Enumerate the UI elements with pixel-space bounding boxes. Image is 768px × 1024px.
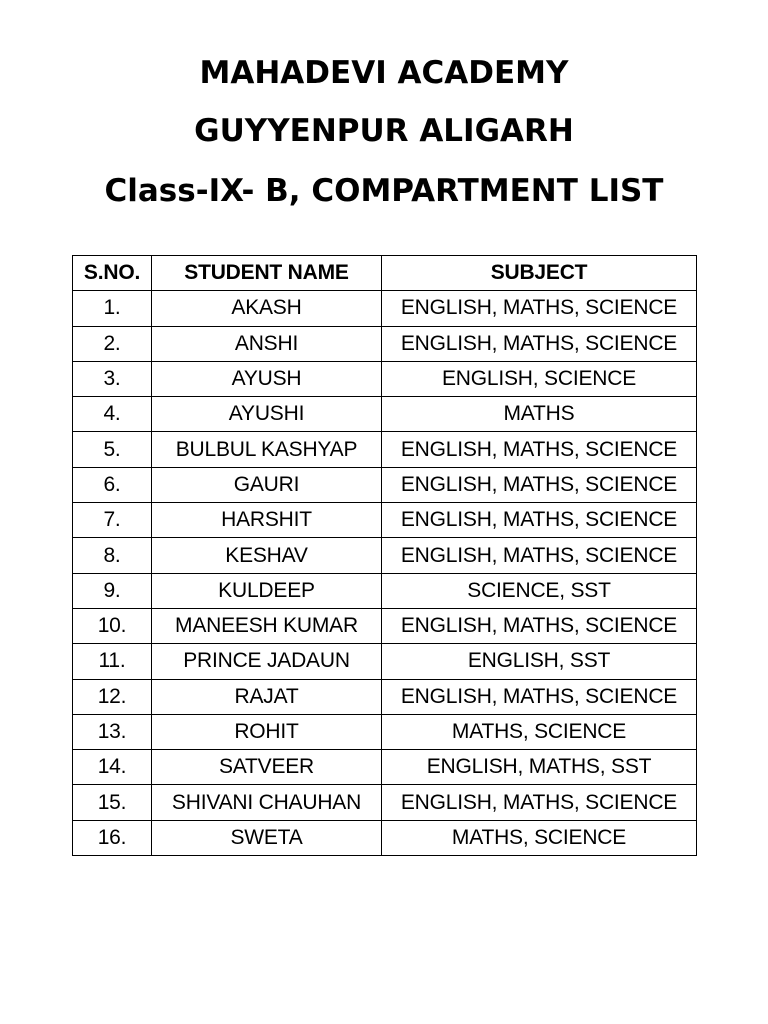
column-header-sno: S.NO. xyxy=(73,256,152,291)
cell-subject: ENGLISH, MATHS, SCIENCE xyxy=(382,538,697,573)
cell-sno: 1. xyxy=(73,291,152,326)
cell-sno: 10. xyxy=(73,608,152,643)
table-row xyxy=(73,679,697,714)
cell-subject: ENGLISH, SST xyxy=(382,644,697,679)
cell-subject: ENGLISH, MATHS, SCIENCE xyxy=(382,785,697,820)
cell-student-name: HARSHIT xyxy=(152,503,382,538)
table-body xyxy=(73,291,697,856)
school-location: GUYYENPUR ALIGARH xyxy=(194,113,574,149)
cell-student-name: RAJAT xyxy=(152,679,382,714)
cell-subject: MATHS xyxy=(382,397,697,432)
cell-sno: 13. xyxy=(73,714,152,749)
table-row xyxy=(73,467,697,502)
cell-sno: 16. xyxy=(73,820,152,855)
cell-sno: 12. xyxy=(73,679,152,714)
cell-subject: ENGLISH, MATHS, SCIENCE xyxy=(382,326,697,361)
table-row xyxy=(73,820,697,855)
cell-subject: ENGLISH, MATHS, SCIENCE xyxy=(382,291,697,326)
cell-student-name: ROHIT xyxy=(152,714,382,749)
cell-student-name: SWETA xyxy=(152,820,382,855)
cell-subject: ENGLISH, MATHS, SCIENCE xyxy=(382,608,697,643)
table-row xyxy=(73,326,697,361)
column-header-subject: SUBJECT xyxy=(382,256,697,291)
cell-sno: 6. xyxy=(73,467,152,502)
cell-subject: ENGLISH, MATHS, SST xyxy=(382,750,697,785)
cell-student-name: ANSHI xyxy=(152,326,382,361)
table-row xyxy=(73,750,697,785)
cell-subject: ENGLISH, MATHS, SCIENCE xyxy=(382,467,697,502)
cell-student-name: KESHAV xyxy=(152,538,382,573)
table-row xyxy=(73,503,697,538)
cell-student-name: AYUSHI xyxy=(152,397,382,432)
list-title: Class-IX- B, COMPARTMENT LIST xyxy=(104,173,664,209)
cell-sno: 5. xyxy=(73,432,152,467)
cell-student-name: AKASH xyxy=(152,291,382,326)
table-row xyxy=(73,644,697,679)
table-row xyxy=(73,432,697,467)
school-name: MAHADEVI ACADEMY xyxy=(199,55,569,91)
cell-sno: 14. xyxy=(73,750,152,785)
cell-sno: 15. xyxy=(73,785,152,820)
cell-subject: ENGLISH, MATHS, SCIENCE xyxy=(382,679,697,714)
cell-student-name: PRINCE JADAUN xyxy=(152,644,382,679)
cell-subject: ENGLISH, SCIENCE xyxy=(382,361,697,396)
cell-student-name: KULDEEP xyxy=(152,573,382,608)
table-row xyxy=(73,573,697,608)
cell-student-name: SATVEER xyxy=(152,750,382,785)
cell-subject: MATHS, SCIENCE xyxy=(382,714,697,749)
cell-student-name: AYUSH xyxy=(152,361,382,396)
cell-sno: 9. xyxy=(73,573,152,608)
table-row xyxy=(73,361,697,396)
header-row xyxy=(73,256,697,291)
cell-sno: 2. xyxy=(73,326,152,361)
cell-student-name: SHIVANI CHAUHAN xyxy=(152,785,382,820)
table-row xyxy=(73,785,697,820)
cell-sno: 7. xyxy=(73,503,152,538)
table-header xyxy=(73,256,697,291)
table-row xyxy=(73,608,697,643)
table-row xyxy=(73,397,697,432)
cell-sno: 4. xyxy=(73,397,152,432)
cell-student-name: MANEESH KUMAR xyxy=(152,608,382,643)
cell-sno: 11. xyxy=(73,644,152,679)
table-row xyxy=(73,538,697,573)
cell-subject: ENGLISH, MATHS, SCIENCE xyxy=(382,503,697,538)
cell-sno: 8. xyxy=(73,538,152,573)
table-row xyxy=(73,714,697,749)
cell-subject: MATHS, SCIENCE xyxy=(382,820,697,855)
compartment-table xyxy=(72,255,697,856)
column-header-student-name: STUDENT NAME xyxy=(152,256,382,291)
table-row xyxy=(73,291,697,326)
cell-student-name: BULBUL KASHYAP xyxy=(152,432,382,467)
cell-sno: 3. xyxy=(73,361,152,396)
cell-subject: ENGLISH, MATHS, SCIENCE xyxy=(382,432,697,467)
cell-student-name: GAURI xyxy=(152,467,382,502)
cell-subject: SCIENCE, SST xyxy=(382,573,697,608)
